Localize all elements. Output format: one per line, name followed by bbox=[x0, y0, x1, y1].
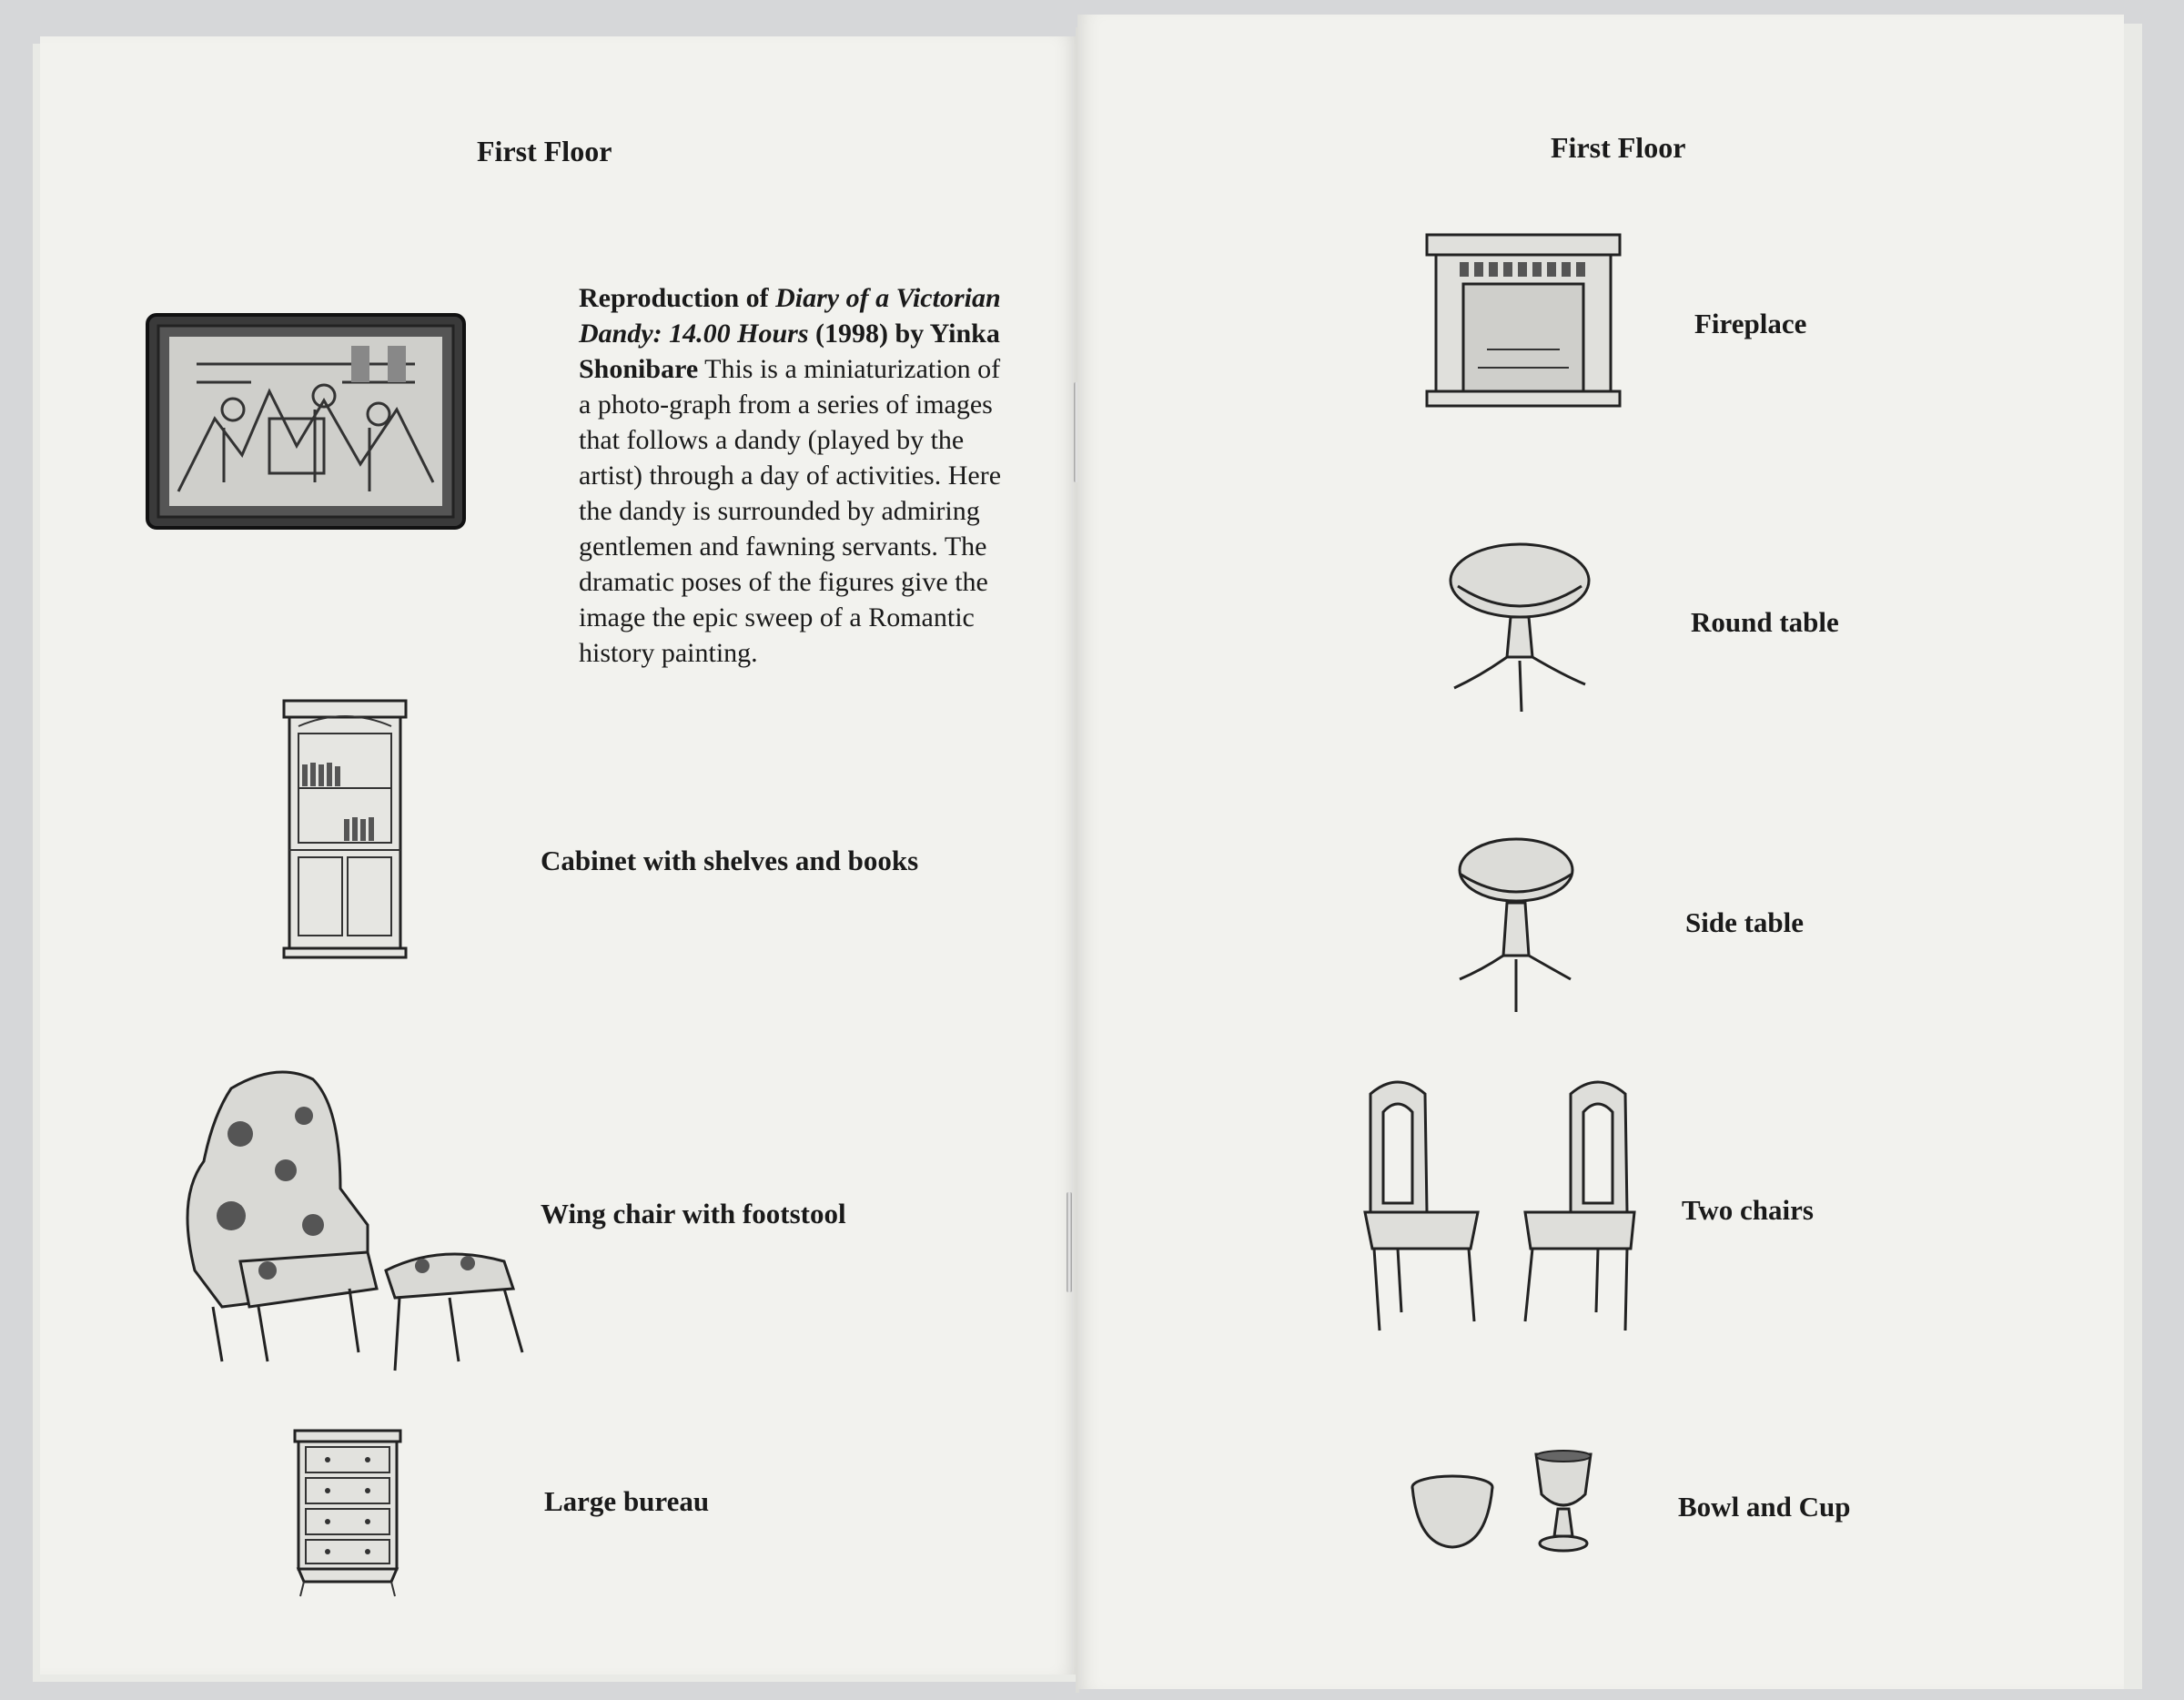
artwork-description: This is a miniaturization of a photo-graph from a series of images that follows a dandy (played by the artist) through a day of activities. Here the dandy is surrounded by admiring gentlemen and fawning servants. The dramatic poses of the figures give the image the epic sweep of a Romantic history painting. bbox=[579, 354, 1002, 668]
artwork-description-block bbox=[579, 280, 1006, 671]
staple-bottom bbox=[1067, 1192, 1072, 1292]
chairs-icon bbox=[1361, 1076, 1653, 1349]
artwork-title: Diary of a Victorian Dandy: 14.00 Hours bbox=[579, 283, 1001, 349]
cabinet-icon bbox=[280, 697, 410, 961]
fireplace-icon bbox=[1423, 231, 1623, 410]
item-label-round-table: Round table bbox=[1691, 606, 1839, 638]
item-label-bowl-cup: Bowl and Cup bbox=[1678, 1491, 1851, 1523]
artwork-prefix: Reproduction of bbox=[579, 283, 776, 313]
item-label-two-chairs: Two chairs bbox=[1682, 1194, 1814, 1226]
bowl-cup-icon bbox=[1409, 1449, 1596, 1558]
left-page-heading: First Floor bbox=[477, 135, 612, 167]
left-page bbox=[40, 36, 1077, 1675]
right-page bbox=[1077, 15, 2124, 1689]
item-label-wing-chair: Wing chair with footstool bbox=[541, 1198, 846, 1229]
painting-icon bbox=[142, 309, 470, 533]
item-label-fireplace: Fireplace bbox=[1694, 308, 1807, 339]
item-label-bureau: Large bureau bbox=[544, 1485, 710, 1517]
artwork-credit: (1998) by Yinka Shonibare bbox=[579, 319, 1000, 384]
side-table-icon bbox=[1454, 834, 1578, 1016]
wing-chair-icon bbox=[177, 1061, 550, 1380]
right-page-heading: First Floor bbox=[1551, 131, 1686, 164]
item-label-cabinet: Cabinet with shelves and books bbox=[541, 845, 919, 876]
item-label-side-table: Side table bbox=[1685, 906, 1805, 938]
bureau-icon bbox=[291, 1427, 404, 1600]
round-table-icon bbox=[1445, 539, 1594, 717]
